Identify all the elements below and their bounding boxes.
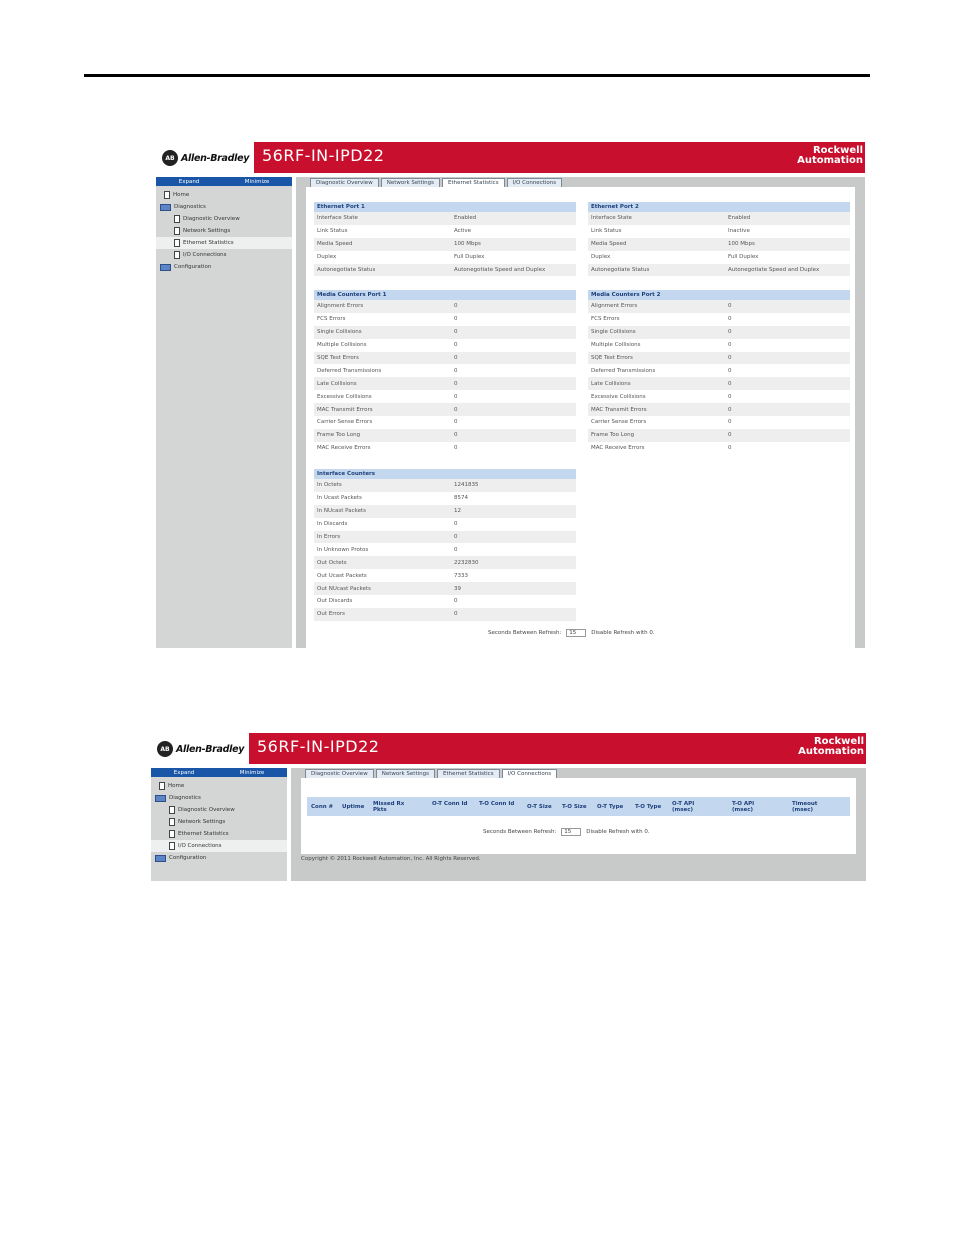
col-to-conn-id: T-O Conn Id xyxy=(479,801,515,807)
nav-label: Diagnostic Overview xyxy=(183,216,240,222)
allen-bradley-logo xyxy=(162,148,250,168)
row-label: Out Ucast Packets xyxy=(317,572,367,579)
row-label: Carrier Sense Errors xyxy=(317,419,373,426)
nav-diagnostic-overview[interactable] xyxy=(156,213,292,225)
ab-logo-text: Allen-Bradley xyxy=(176,743,245,755)
row-label: Media Speed xyxy=(317,241,353,248)
row-label: In Ucast Packets xyxy=(317,495,362,502)
table-row xyxy=(314,264,576,277)
row-label: In NUcast Packets xyxy=(317,508,367,515)
row-value: 0 xyxy=(454,521,458,528)
row-value: Enabled xyxy=(728,215,751,222)
table-row xyxy=(588,339,850,352)
content-area xyxy=(306,187,855,648)
table-row xyxy=(588,313,850,326)
tab-io-connections[interactable]: I/O Connections xyxy=(507,178,563,187)
col-ot-size: O-T Size xyxy=(527,804,552,810)
row-value: Autonegotiate Speed and Duplex xyxy=(728,267,820,273)
table-row xyxy=(314,364,576,377)
table-row xyxy=(588,251,850,264)
col-ot-type: O-T Type xyxy=(597,804,624,810)
row-value: 0 xyxy=(454,303,458,310)
table-row xyxy=(314,377,576,390)
row-label: Out Errors xyxy=(317,611,345,618)
folder-open-icon xyxy=(155,795,166,802)
nav-label: Configuration xyxy=(169,855,207,861)
table-row xyxy=(314,608,576,621)
row-value: 0 xyxy=(454,534,458,540)
row-label: Frame Too Long xyxy=(591,432,635,439)
section-title: Interface Counters xyxy=(314,469,576,479)
row-value: 1241835 xyxy=(454,482,479,489)
banner xyxy=(156,142,865,173)
ethernet-port-1-table xyxy=(314,202,576,276)
content-area xyxy=(301,778,856,854)
col-to-api: T-O API (msec) xyxy=(732,801,755,813)
page-icon xyxy=(174,215,180,223)
row-label: SQE Test Errors xyxy=(591,355,633,361)
row-value: 7333 xyxy=(454,572,468,579)
row-label: Duplex xyxy=(317,254,337,261)
model-title: 56RF-IN-IPD22 xyxy=(257,737,380,756)
table-row xyxy=(314,300,576,313)
row-label: In Discards xyxy=(317,521,348,528)
row-value: Inactive xyxy=(728,228,750,235)
row-value: Autonegotiate Speed and Duplex xyxy=(454,267,546,273)
table-row xyxy=(588,212,850,225)
row-label: Interface State xyxy=(317,215,358,222)
allen-bradley-logo xyxy=(157,739,245,759)
row-label: MAC Transmit Errors xyxy=(591,406,647,413)
nav-label: I/O Connections xyxy=(183,252,227,258)
row-value: 0 xyxy=(728,329,732,336)
nav-label: Diagnostics xyxy=(169,795,201,801)
row-value: 100 Mbps xyxy=(728,241,755,248)
row-label: In Errors xyxy=(317,534,341,540)
ethernet-port-2-table xyxy=(588,202,850,276)
sidebar-header xyxy=(156,177,292,186)
refresh-label: Seconds Between Refresh: xyxy=(483,829,557,835)
rockwell-line1: Rockwell xyxy=(813,736,864,747)
row-value: 100 Mbps xyxy=(454,241,481,248)
table-row xyxy=(588,403,850,416)
table-row xyxy=(314,582,576,595)
banner xyxy=(151,733,866,764)
expand-button[interactable]: Expand xyxy=(178,178,200,185)
nav-home[interactable] xyxy=(151,780,287,792)
table-body xyxy=(314,212,576,276)
row-label: FCS Errors xyxy=(317,316,346,323)
rockwell-logo xyxy=(798,737,864,757)
nav-network-settings[interactable] xyxy=(156,225,292,237)
folder-open-icon xyxy=(160,204,171,211)
row-label: Autonegotiate Status xyxy=(317,267,376,273)
media-counters-port-1-table xyxy=(314,290,576,455)
col-conn-num: Conn # xyxy=(311,804,334,810)
row-value: 0 xyxy=(728,316,732,323)
table-body xyxy=(314,479,576,621)
table-row xyxy=(314,403,576,416)
refresh-hint: Disable Refresh with 0. xyxy=(586,829,650,835)
table-row xyxy=(588,264,850,277)
row-value: 0 xyxy=(728,406,732,413)
row-label: SQE Test Errors xyxy=(317,355,359,361)
table-row xyxy=(314,531,576,544)
table-body xyxy=(588,300,850,455)
row-value: 0 xyxy=(454,419,458,426)
rockwell-line1: Rockwell xyxy=(812,145,863,156)
row-value: Active xyxy=(454,228,472,235)
section-title: Ethernet Port 2 xyxy=(588,202,850,212)
row-label: Frame Too Long xyxy=(317,432,361,439)
row-label: Out Discards xyxy=(317,598,353,605)
ab-logo-icon: AB xyxy=(157,741,173,757)
media-counters-port-2-table xyxy=(588,290,850,455)
refresh-seconds-input[interactable]: 15 xyxy=(561,828,581,836)
row-value: Full Duplex xyxy=(454,254,485,261)
nav-label: Diagnostic Overview xyxy=(178,807,235,813)
table-row xyxy=(314,569,576,582)
row-label: Single Collisions xyxy=(317,329,362,336)
row-value: 0 xyxy=(454,355,458,361)
nav-ethernet-statistics[interactable] xyxy=(151,828,287,840)
tab-ethernet-statistics[interactable]: Ethernet Statistics xyxy=(442,178,505,187)
table-row xyxy=(314,595,576,608)
col-missed-rx: Missed Rx Pkts xyxy=(373,801,405,813)
row-label: MAC Receive Errors xyxy=(317,445,371,452)
table-row xyxy=(314,518,576,531)
tab-network-settings[interactable]: Network Settings xyxy=(381,178,440,187)
nav-tree xyxy=(156,186,292,273)
page-icon xyxy=(174,239,180,247)
table-row xyxy=(314,416,576,429)
tab-bar xyxy=(310,178,564,187)
row-label: Out NUcast Packets xyxy=(317,585,371,592)
row-value: 0 xyxy=(454,367,458,374)
table-row xyxy=(314,352,576,365)
table-row xyxy=(314,313,576,326)
section-title: Media Counters Port 2 xyxy=(588,290,850,300)
section-title: Ethernet Port 1 xyxy=(314,202,576,212)
nav-label: Configuration xyxy=(174,264,212,270)
row-value: 0 xyxy=(454,432,458,439)
row-label: Autonegotiate Status xyxy=(591,267,650,273)
row-label: FCS Errors xyxy=(591,316,620,323)
expand-button[interactable]: Expand xyxy=(173,769,195,776)
banner-red-bar xyxy=(249,733,866,764)
refresh-control xyxy=(488,629,655,637)
page-icon xyxy=(174,227,180,235)
row-value: 0 xyxy=(454,406,458,413)
folder-icon xyxy=(155,855,166,862)
table-row xyxy=(314,556,576,569)
tab-io-connections[interactable]: I/O Connections xyxy=(502,769,558,778)
row-label: Excessive Collisions xyxy=(591,393,646,400)
row-label: Alignment Errors xyxy=(317,303,364,310)
interface-counters-table xyxy=(314,469,576,621)
table-row xyxy=(314,339,576,352)
row-value: 0 xyxy=(728,380,732,387)
table-row xyxy=(314,326,576,339)
refresh-control xyxy=(483,828,650,836)
io-connections-screenshot xyxy=(151,733,866,881)
row-label: Link Status xyxy=(317,228,348,235)
row-value: 0 xyxy=(454,316,458,323)
page-header-rule xyxy=(84,74,870,77)
row-label: MAC Receive Errors xyxy=(591,445,645,452)
table-row xyxy=(314,442,576,455)
tab-network-settings[interactable]: Network Settings xyxy=(376,769,435,778)
nav-home[interactable] xyxy=(156,189,292,201)
refresh-hint: Disable Refresh with 0. xyxy=(591,630,655,636)
minimize-button[interactable]: Minimize xyxy=(244,178,270,185)
ab-logo-text: Allen-Bradley xyxy=(181,152,250,164)
page-icon xyxy=(169,818,175,826)
table-row xyxy=(588,326,850,339)
row-label: Deferred Transmissions xyxy=(317,367,382,374)
row-value: 39 xyxy=(454,585,461,592)
tab-ethernet-statistics[interactable]: Ethernet Statistics xyxy=(437,769,500,778)
rockwell-line2: Automation xyxy=(798,746,864,757)
table-row xyxy=(588,300,850,313)
row-value: 0 xyxy=(454,329,458,336)
row-label: Late Collisions xyxy=(591,380,631,387)
row-label: Excessive Collisions xyxy=(317,393,372,400)
io-connections-table-header xyxy=(307,797,850,816)
nav-label: Network Settings xyxy=(178,819,226,825)
nav-label: Diagnostics xyxy=(174,204,206,210)
nav-configuration[interactable] xyxy=(156,261,292,273)
table-row xyxy=(314,212,576,225)
row-label: MAC Transmit Errors xyxy=(317,406,373,413)
row-value: 0 xyxy=(728,367,732,374)
table-row xyxy=(588,442,850,455)
copyright-text: Copyright © 2011 Rockwell Automation, Inc. All Rights Reserved. xyxy=(301,856,481,862)
row-label: Carrier Sense Errors xyxy=(591,419,647,426)
table-row xyxy=(588,377,850,390)
col-ot-api: O-T API (msec) xyxy=(672,801,695,813)
rockwell-logo xyxy=(797,146,863,166)
row-value: 0 xyxy=(454,546,458,553)
table-row xyxy=(588,364,850,377)
table-body xyxy=(314,300,576,455)
page-icon xyxy=(169,842,175,850)
row-value: 0 xyxy=(454,380,458,387)
table-row xyxy=(588,429,850,442)
nav-io-connections[interactable] xyxy=(156,249,292,261)
row-value: 0 xyxy=(454,342,458,349)
row-label: Interface State xyxy=(591,215,632,222)
row-value: 8574 xyxy=(454,495,468,502)
tab-bar xyxy=(305,769,559,778)
nav-label: Home xyxy=(168,783,185,789)
folder-icon xyxy=(160,264,171,271)
col-to-type: T-O Type xyxy=(635,804,662,810)
row-value: 0 xyxy=(728,393,732,400)
table-body xyxy=(588,212,850,276)
table-row xyxy=(314,429,576,442)
table-row xyxy=(588,416,850,429)
ab-logo-icon: AB xyxy=(162,150,178,166)
model-title: 56RF-IN-IPD22 xyxy=(262,146,385,165)
refresh-seconds-input[interactable]: 15 xyxy=(566,629,586,637)
nav-label: I/O Connections xyxy=(178,843,222,849)
section-title: Media Counters Port 1 xyxy=(314,290,576,300)
table-row xyxy=(588,225,850,238)
main-panel xyxy=(296,177,865,648)
table-row xyxy=(588,238,850,251)
row-value: 0 xyxy=(728,342,732,349)
nav-network-settings[interactable] xyxy=(151,816,287,828)
page-icon xyxy=(169,830,175,838)
row-label: Duplex xyxy=(591,254,611,261)
row-value: 0 xyxy=(454,611,458,618)
table-row xyxy=(314,390,576,403)
row-value: 0 xyxy=(728,419,732,426)
row-label: Single Collisions xyxy=(591,329,636,336)
tab-diagnostic-overview[interactable]: Diagnostic Overview xyxy=(305,769,374,778)
row-label: Multiple Collisions xyxy=(591,342,641,349)
minimize-button[interactable]: Minimize xyxy=(239,769,265,776)
refresh-label: Seconds Between Refresh: xyxy=(488,630,562,636)
row-label: Media Speed xyxy=(591,241,627,248)
table-row xyxy=(314,543,576,556)
row-value: 2232830 xyxy=(454,559,479,566)
nav-diagnostics[interactable] xyxy=(156,201,292,213)
sidebar xyxy=(151,768,287,881)
nav-diagnostics[interactable] xyxy=(151,792,287,804)
rockwell-line2: Automation xyxy=(797,155,863,166)
nav-label: Ethernet Statistics xyxy=(183,240,234,246)
row-value: 0 xyxy=(728,355,732,361)
col-timeout: Timeout (msec) xyxy=(792,801,818,813)
nav-label: Ethernet Statistics xyxy=(178,831,229,837)
row-value: 0 xyxy=(728,432,732,439)
row-label: Alignment Errors xyxy=(591,303,638,310)
sidebar xyxy=(156,177,292,648)
col-to-size: T-O Size xyxy=(562,804,587,810)
nav-diagnostic-overview[interactable] xyxy=(151,804,287,816)
col-ot-conn-id: O-T Conn Id xyxy=(432,801,468,807)
row-label: In Octets xyxy=(317,482,342,489)
table-row xyxy=(314,251,576,264)
sidebar-header xyxy=(151,768,287,777)
table-row xyxy=(314,479,576,492)
table-row xyxy=(588,390,850,403)
page-icon xyxy=(159,782,165,790)
table-row xyxy=(314,492,576,505)
page-icon xyxy=(169,806,175,814)
table-row xyxy=(314,238,576,251)
row-label: In Unknown Protos xyxy=(317,546,369,553)
nav-ethernet-statistics[interactable] xyxy=(156,237,292,249)
row-label: Deferred Transmissions xyxy=(591,367,656,374)
banner-red-bar xyxy=(254,142,865,173)
nav-label: Network Settings xyxy=(183,228,231,234)
col-uptime: Uptime xyxy=(342,804,365,810)
row-label: Link Status xyxy=(591,228,622,235)
nav-tree xyxy=(151,777,287,864)
row-value: Enabled xyxy=(454,215,477,222)
nav-label: Home xyxy=(173,192,190,198)
nav-io-connections[interactable] xyxy=(151,840,287,852)
ethernet-statistics-screenshot xyxy=(156,142,865,648)
row-label: Out Octets xyxy=(317,559,347,566)
row-value: 12 xyxy=(454,508,461,515)
row-label: Late Collisions xyxy=(317,380,357,387)
row-value: 0 xyxy=(454,393,458,400)
nav-configuration[interactable] xyxy=(151,852,287,864)
table-row xyxy=(314,505,576,518)
table-row xyxy=(588,352,850,365)
row-value: 0 xyxy=(454,598,458,605)
tab-diagnostic-overview[interactable]: Diagnostic Overview xyxy=(310,178,379,187)
row-label: Multiple Collisions xyxy=(317,342,367,349)
row-value: 0 xyxy=(728,445,732,452)
page-icon xyxy=(174,251,180,259)
table-row xyxy=(314,225,576,238)
row-value: 0 xyxy=(728,303,732,310)
row-value: 0 xyxy=(454,445,458,452)
row-value: Full Duplex xyxy=(728,254,759,261)
page-icon xyxy=(164,191,170,199)
main-panel xyxy=(291,768,866,881)
